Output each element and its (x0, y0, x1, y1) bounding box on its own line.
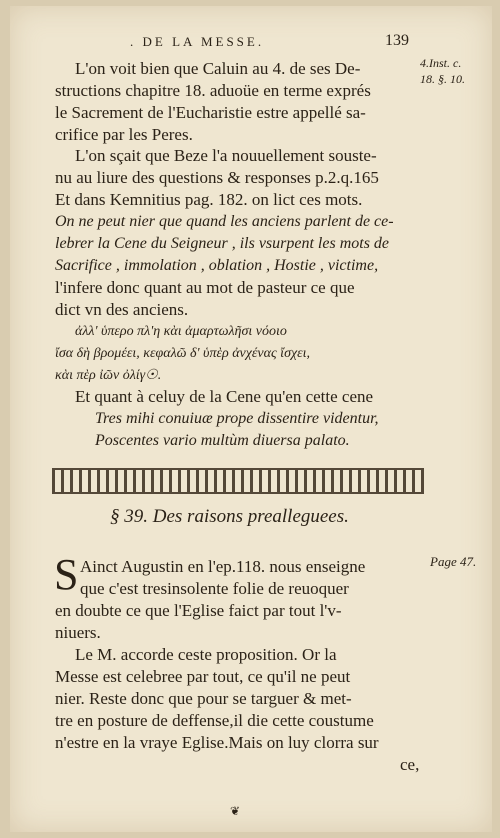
text-line: Ainct Augustin en l'ep.118. nous enseigne (80, 557, 366, 576)
italic-quote-line: On ne peut nier que quand les anciens parlent de ce- (55, 213, 394, 230)
text-line: niuers. (55, 623, 101, 642)
drop-cap: S (54, 550, 79, 599)
text-line: le Sacrement de l'Eucharistie estre appellé sa- (55, 103, 366, 122)
latin-verse-line: Tres mihi conuiuæ prope dissentire videntur, (95, 410, 379, 427)
text-line: L'on voit bien que Caluin au 4. de ses De- (75, 59, 361, 78)
margin-note-page: Page 47. (430, 554, 477, 569)
text-line: nier. Reste donc que pour se targuer & met- (55, 689, 352, 708)
text-line: structions chapitre 18. aduoüe en terme exprés (55, 81, 371, 100)
margin-note-inst-1: 4.Inst. c. (420, 56, 462, 70)
text-line: crifice par les Peres. (55, 125, 193, 144)
text-line: Et dans Kemnitius pag. 182. on lict ces mots. (55, 190, 363, 209)
text-line: en doubte ce que l'Eglise faict par tout l'v- (55, 601, 342, 620)
greek-verse-line: ἴσα δὴ βρομέει, κεφαλῶ δ' ὑπὲρ ἀνχένας ἴσχει, (55, 346, 311, 361)
text-line: n'estre en la vraye Eglise.Mais on luy clorra sur (55, 733, 379, 752)
italic-quote-line: lebrer la Cene du Seigneur , ils vsurpent les mots de (55, 235, 390, 252)
text-line: que c'est tresinsolente folie de reuoquer (80, 579, 349, 598)
text-line: L'on sçait que Beze l'a nouuellement souste- (75, 146, 377, 165)
text-line: Messe est celebree par tout, ce qu'il ne peut (55, 667, 351, 686)
text-line: l'infere donc quant au mot de pasteur ce que (55, 278, 355, 297)
margin-note-inst-2: 18. §. 10. (420, 72, 465, 86)
page-number: 139 (385, 32, 409, 49)
greek-verse-line: κὰι πὲρ ἰῶν ὀλίγ☉. (55, 368, 162, 383)
running-header: . DE LA MESSE. (130, 34, 265, 49)
catchword: ce, (400, 755, 420, 774)
latin-verse-line: Poscentes vario multùm diuersa palato. (95, 432, 350, 449)
section-heading: § 39. Des raisons prealleguees. (110, 506, 349, 527)
text-line: nu au liure des questions & responses p.2.q.165 (55, 168, 379, 187)
text-line: Et quant à celuy de la Cene qu'en cette cene (75, 387, 374, 406)
italic-quote-line: Sacrifice , immolation , oblation , Hostie , victime, (55, 257, 379, 274)
text-line: dict vn des anciens. (55, 300, 189, 319)
greek-verse-line: ἀλλ' ὑπερο πλ'η κὰι ἀμαρτωλῆσι νόοιο (75, 324, 287, 339)
footer-ornament-icon: ❦ (230, 804, 241, 818)
decorative-ornament-band (52, 468, 424, 494)
text-line: tre en posture de deffense,il die cette coustume (55, 711, 374, 730)
text-line: Le M. accorde ceste proposition. Or la (75, 645, 337, 664)
